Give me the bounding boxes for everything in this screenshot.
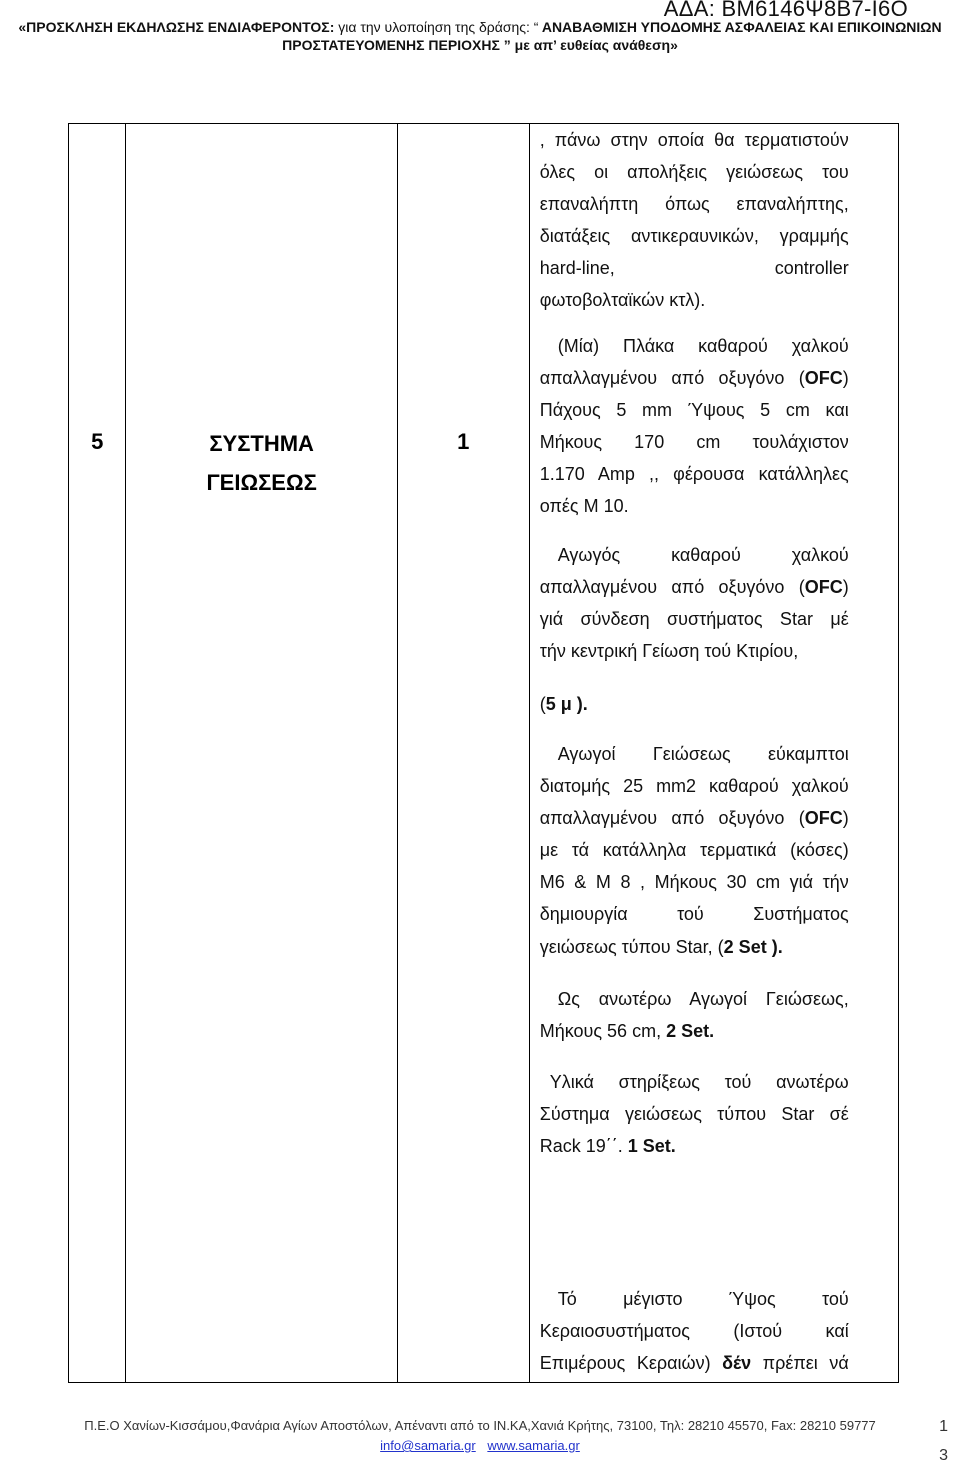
text-line: Μ6 & Μ 8 , Μήκους 30 cm γιά τήν — [539, 872, 849, 893]
text-line — [540, 362, 849, 394]
ofc-label: OFC — [804, 368, 843, 389]
text-line — [540, 1015, 849, 1047]
ofc-label: OFC — [804, 577, 843, 598]
length-value: 5 μ ). — [545, 694, 588, 714]
text-line — [540, 571, 849, 603]
text-span: ) — [842, 577, 849, 598]
text-span: απαλλαγμένου από οξυγόνο ( — [539, 368, 805, 389]
website-link[interactable]: www.samaria.gr — [487, 1438, 580, 1453]
text-line: Σύστημα γειώσεως τύπου Star σέ — [539, 1104, 849, 1125]
text-line: Ως ανωτέρω Αγωγοί Γειώσεως, — [557, 989, 849, 1009]
text-line: (Μία) Πλάκα καθαρού χαλκού — [557, 336, 849, 356]
ada-code: ΑΔΑ: ΒΜ6146Ψ8Β7-Ι6Ο — [663, 0, 908, 21]
desc-paragraph-3 — [540, 738, 849, 963]
desc-paragraph-2b — [540, 688, 849, 720]
text-line: Μήκους 170 cm τουλάχιστον — [539, 432, 849, 453]
text-line: hard-line, controller — [539, 258, 849, 279]
text-line: τήν κεντρική Γείωση τού Κτιρίου, — [539, 641, 799, 662]
text-line: οπές Μ 10. — [539, 496, 629, 517]
text-line — [540, 802, 849, 834]
text-line: επαναλήπτη όπως επαναλήπτης, — [539, 194, 849, 215]
row-title-line-1: ΣΥΣΤΗΜΑ — [209, 431, 314, 456]
text-line: διατάξεις αντικεραυνικών, γραμμής — [539, 226, 849, 247]
desc-paragraph-1 — [540, 330, 849, 523]
text-line — [540, 688, 849, 720]
text-line — [540, 931, 849, 963]
text-line — [540, 1347, 849, 1379]
text-line: Πάχους 5 mm Ύψους 5 cm και — [539, 400, 849, 421]
text-span: γειώσεως τύπου Star, ( — [539, 936, 724, 957]
text-line: , πάνω στην οποία θα τερματιστούν — [539, 130, 849, 150]
desc-paragraph-5 — [540, 1066, 849, 1162]
footer-links — [0, 1438, 960, 1453]
row-title-line-2: ΓΕΙΩΣΕΩΣ — [206, 470, 317, 495]
text-line: όλες οι απολήξεις γειώσεως του — [539, 162, 849, 183]
text-span: ) — [842, 368, 849, 389]
text-line: Αγωγός καθαρού χαλκού — [557, 545, 849, 565]
text-line: Αγωγοί Γειώσεως εύκαμπτοι — [557, 744, 849, 764]
desc-paragraph-6 — [540, 1283, 849, 1379]
ofc-label: OFC — [804, 808, 843, 829]
page-number-a: 1 — [939, 1418, 948, 1435]
row-number-cell — [69, 124, 126, 1383]
header-line-1 — [0, 19, 960, 35]
text-line: διατομής 25 mm2 καθαρού χαλκού — [539, 776, 849, 797]
set-count: 1 Set. — [627, 1136, 676, 1157]
text-span: ) — [842, 808, 849, 829]
set-count: 2 Set ). — [723, 936, 783, 957]
desc-paragraph-4 — [540, 983, 849, 1047]
row-title-cell — [126, 124, 397, 1383]
text-line: Υλικά στηρίξεως τού ανωτέρω — [549, 1072, 849, 1092]
row-description-cell — [529, 124, 898, 1383]
text-span: πρέπει νά — [751, 1353, 849, 1374]
text-line: Κεραιοσυστήματος (Ιστού καί — [539, 1321, 849, 1342]
desc-paragraph-0 — [540, 124, 849, 317]
text-span: Rack 19΄΄. — [539, 1136, 628, 1157]
table-row — [69, 124, 899, 1383]
footer-address: Π.Ε.Ο Χανίων-Κισσάμου,Φανάρια Αγίων Αποστόλων, Απέναντι από το ΙΝ.ΚΑ,Χανιά Κρήτης, 73100, Τηλ: 28210 45570, Fax: 28210 59777 — [84, 1418, 876, 1433]
emphasis-text: δέν — [722, 1353, 752, 1374]
desc-paragraph-2 — [540, 539, 849, 667]
email-link[interactable]: info@samaria.gr — [380, 1438, 476, 1453]
row-title — [126, 424, 396, 502]
text-span: Μήκους 56 cm, — [539, 1021, 667, 1042]
header-line-1-a: «ΠΡΟΣΚΛΗΣΗ ΕΚΔΗΛΩΣΗΣ ΕΝΔΙΑΦΕΡΟΝΤΟΣ: — [18, 19, 335, 35]
text-line: Τό μέγιστο Ύψος τού — [557, 1289, 849, 1309]
text-line: γιά σύνδεση συστήματος Star μέ — [539, 609, 849, 630]
text-span: ( — [539, 694, 546, 714]
text-line: 1.170 Amp ,, φέρουσα κατάλληλες — [539, 464, 849, 485]
text-span: απαλλαγμένου από οξυγόνο ( — [539, 808, 805, 829]
spec-table — [68, 123, 899, 1383]
text-span: απαλλαγμένου από οξυγόνο ( — [539, 577, 805, 598]
row-quantity: 1 — [457, 429, 470, 454]
text-line: φωτοβολταϊκών κτλ). — [539, 290, 706, 311]
set-count: 2 Set. — [666, 1021, 715, 1042]
header-line-1-b: για την υλοποίηση της δράσης: “ — [334, 19, 539, 35]
text-line — [540, 1130, 849, 1162]
text-line: με τά κατάλληλα τερματικά (κόσες) — [539, 840, 849, 861]
row-quantity-cell — [397, 124, 529, 1383]
text-line: δημιουργία τού Συστήματος — [539, 904, 849, 925]
header-line-1-c: ΑΝΑΒΑΘΜΙΣΗ ΥΠΟΔΟΜΗΣ ΑΣΦΑΛΕΙΑΣ ΚΑΙ ΕΠΙΚΟΙΝΩΝΙΩΝ — [538, 19, 942, 35]
header-line-2: ΠΡΟΣΤΑΤΕΥΟΜΕΝΗΣ ΠΕΡΙΟΧΗΣ ” με απ’ ευθείας ανάθεση» — [282, 37, 678, 53]
text-span: Επιμέρους Κεραιών) — [539, 1353, 723, 1374]
page-number-b: 3 — [939, 1447, 948, 1464]
row-number: 5 — [91, 429, 104, 454]
